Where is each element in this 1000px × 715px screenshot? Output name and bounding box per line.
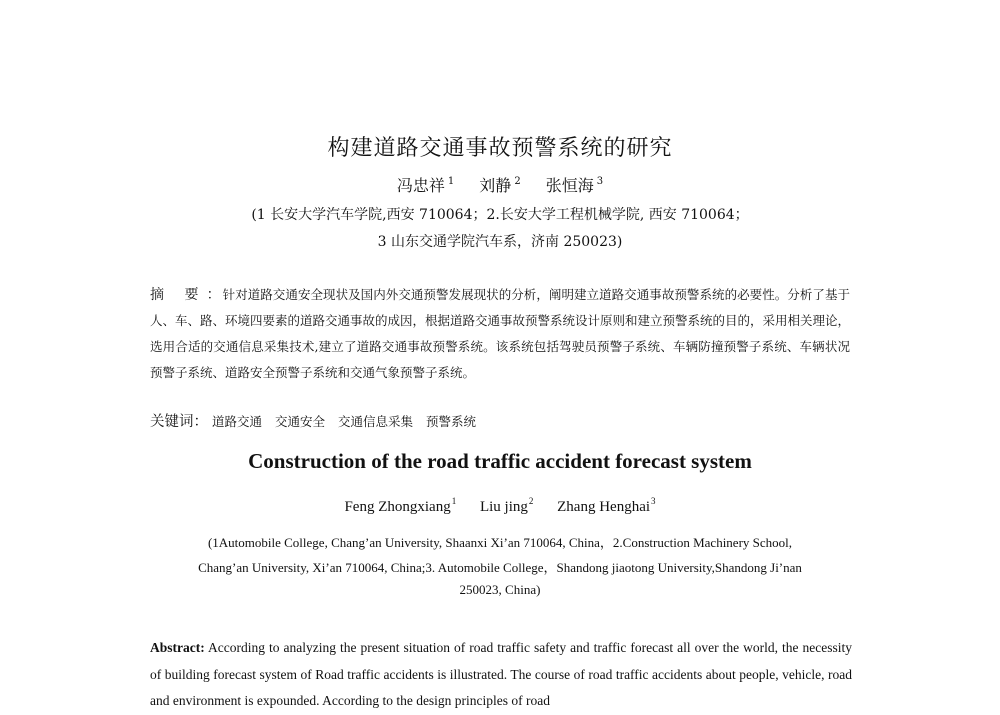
author-name: 冯忠祥 (396, 176, 445, 195)
author-affiliation-mark: 3 (596, 176, 604, 187)
keyword: 预警系统 (425, 414, 476, 429)
english-abstract (150, 635, 852, 715)
author-affiliation-mark: 1 (447, 176, 455, 187)
author-name: 刘静 (479, 176, 512, 195)
keyword: 交通信息采集 (337, 414, 413, 429)
chinese-keywords-label: 关键词： (150, 414, 208, 430)
english-author (344, 496, 457, 515)
author-name: Feng Zhongxiang (344, 499, 451, 515)
author-affiliation-mark: 1 (451, 496, 457, 506)
keyword: 道路交通 (211, 414, 262, 429)
english-affiliation-line: 250023, China) (459, 582, 541, 597)
author-name: Liu jing (479, 499, 528, 515)
author-affiliation-mark: 2 (528, 496, 534, 506)
keyword: 交通安全 (274, 414, 325, 429)
chinese-keywords (150, 410, 850, 431)
chinese-affiliation-line: 3 山东交通学院汽车系，济南 250023) (377, 234, 623, 250)
english-abstract-text: According to analyzing the present situation of road traffic safety and traffic forecast all over the world, the necessity of building forecast system of Road traffic accidents is illustrated. The course of road traffic accidents about people, vehicle, road and environment is expounded. According to the design principles of road (150, 640, 852, 708)
chinese-author (397, 176, 454, 195)
chinese-author (546, 176, 603, 195)
chinese-abstract-label: 摘 要 (150, 287, 207, 303)
chinese-abstract (150, 282, 850, 386)
chinese-title: 构建道路交通事故预警系统的研究 (327, 136, 673, 161)
english-abstract-label: Abstract: (150, 640, 205, 655)
english-affiliation-line: Chang’an University, Xi’an 710064, China;3. Automobile College，Shandong jiaotong University,Shandong Ji’nan (198, 560, 802, 575)
english-affiliation-line: (1Automobile College, Chang’an University, Shaanxi Xi’an 710064, China，2.Construction Machinery School, (207, 535, 793, 550)
author-affiliation-mark: 3 (651, 496, 656, 506)
english-title: Construction of the road traffic accident forecast system (248, 449, 752, 473)
author-affiliation-mark: 2 (514, 176, 521, 187)
author-name: Zhang Henghai (557, 499, 651, 515)
chinese-author (479, 176, 520, 195)
english-authors (0, 496, 1000, 516)
chinese-affiliation-line: (1 长安大学汽车学院,西安 710064；2.长安大学工程机械学院, 西安 710064； (251, 207, 749, 223)
chinese-authors (0, 173, 1000, 196)
english-author (557, 496, 656, 515)
chinese-abstract-text: 针对道路交通安全现状及国内外交通预警发展现状的分析，阐明建立道路交通事故预警系统的必要性。分析了基于人、车、路、环境四要素的道路交通事故的成因，根据道路交通事故预警系统设计原则和建立预警系统的目的，采用相关理论，选用合适的交通信息采集技术,建立了道路交通事故预警系统。该系统包括驾驶员预警子系统、车辆防撞预警子系统、车辆状况预警子系统、道路安全预警子系统和交通气象预警子系统。 (150, 287, 851, 380)
chinese-abstract-colon: ： (206, 287, 221, 303)
author-name: 张恒海 (545, 176, 594, 195)
english-author (479, 496, 534, 515)
